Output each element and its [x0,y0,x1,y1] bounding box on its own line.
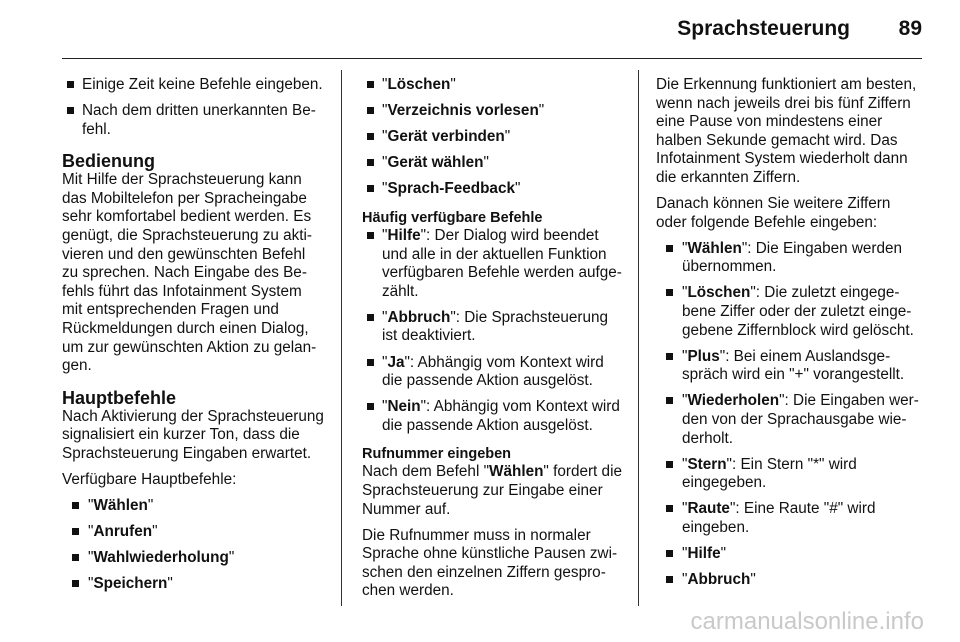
column-1 [62,76,325,602]
list-item: "Wahlwiederholung" [67,549,325,568]
bullet-square [67,107,74,114]
command-list [656,240,920,590]
bullet-square [72,528,79,535]
page-title: Sprachsteuerung [677,17,850,40]
column-2 [362,76,624,609]
list-item: "Hilfe": Der Dialog wird beendet und alle in der aktuellen Funktion verfügbaren Befehle werden aufgezählt. [362,227,624,301]
column-divider [341,70,342,606]
header-rule [62,58,922,59]
paragraph: Danach können Sie weitere Ziffern oder folgende Befehle eingeben: [656,195,891,231]
bullet-square [666,576,673,583]
paragraph: Die Erkennung funktioniert am besten, wenn nach jeweils drei bis fünf Ziffern eine Pause von mindestens einer halben Sekunde gemacht wird. Das Infotainment System wiederholt dann die erkannten Ziffern. [656,76,917,186]
bullet-square [72,580,79,587]
bullet-square [367,359,374,366]
paragraph: Mit Hilfe der Sprachsteuerung kann das Mobiltelefon per Spracheingabe sehr komfortabel bedient werden. Es genügt, die Sprachsteuerung zu aktivieren und den gewünschten Befehl zu sprechen. Nach Eingabe des Befehls führt das Infotainment System mit entsprechenden Fragen und Rückmeldungen durch einen Dialog, um zur gewünschten Aktion zu gelangen. [62,171,317,375]
column-divider [638,70,639,606]
bullet-square [367,314,374,321]
list-item: "Stern": Ein Stern "*" wird eingegeben. [661,456,920,493]
section-heading-bedienung: Bedienung [62,151,155,172]
list-item: "Raute": Eine Raute "#" wird eingeben. [661,500,920,537]
bullet-square [72,554,79,561]
list-item: "Wählen": Die Eingaben werden übernommen. [661,240,920,277]
bullet-square [666,505,673,512]
bullet-square [72,502,79,509]
list-item: "Löschen": Die zuletzt eingegebene Ziffer oder der zuletzt eingegebene Ziffernblock wird gelöscht. [661,284,920,340]
section-heading-hauptbefehle: Hauptbefehle [62,387,177,408]
list-item: Einige Zeit keine Befehle eingeben. [62,76,325,95]
paragraph: Nach dem Befehl "Wählen" fordert die Sprachsteuerung zur Eingabe einer Nummer auf. [362,463,622,518]
bullet-square [367,107,374,114]
list-item: "Abbruch" [661,571,920,590]
list-item: "Abbruch": Die Sprachsteuerung ist deaktiviert. [362,309,624,346]
command-list [62,497,325,594]
list-item: "Wiederholen": Die Eingaben werden von der Sprachausgabe wiederholt. [661,392,920,448]
watermark: carmanualsonline.info [690,608,924,635]
subheading-enter-number: Rufnummer eingeben [362,446,512,463]
column-3 [656,76,920,597]
paragraph: Nach Aktivierung der Sprachsteuerung signalisiert ein kurzer Ton, dass die Sprachsteuerung Eingaben erwartet. [62,407,324,462]
subheading-frequent-commands: Häufig verfügbare Befehle [362,209,543,226]
list-item: Nach dem dritten unerkannten Befehl. [62,102,325,139]
bullet-square [67,81,74,88]
list-item: "Sprach-Feedback" [362,180,624,199]
bullet-square [666,397,673,404]
bullet-square [666,353,673,360]
bullet-square [367,159,374,166]
list-item: "Gerät verbinden" [362,128,624,147]
page-header [62,0,922,62]
list-item: "Wählen" [67,497,325,516]
page-number: 89 [898,17,922,40]
bullet-square [367,81,374,88]
bullet-square [367,185,374,192]
bullet-square [367,133,374,140]
bullet-square [367,232,374,239]
list-item: "Hilfe" [661,545,920,564]
bullet-square [367,403,374,410]
list-item: "Speichern" [67,575,325,594]
bullet-square [666,245,673,252]
paragraph: Die Rufnummer muss in normaler Sprache ohne künstliche Pausen zwischen den einzelnen Ziffern gesprochen werden. [362,526,618,600]
bullet-square [666,550,673,557]
list-item: "Ja": Abhängig vom Kontext wird die passende Aktion ausgelöst. [362,354,624,391]
list-item: "Gerät wählen" [362,154,624,173]
list-item: "Plus": Bei einem Auslandsgespräch wird ein "+" vorangestellt. [661,348,920,385]
paragraph: Verfügbare Hauptbefehle: [62,471,237,489]
list-item: "Anrufen" [67,523,325,542]
list-item: "Löschen" [362,76,624,95]
list-item: "Nein": Abhängig vom Kontext wird die passende Aktion ausgelöst. [362,398,624,435]
list-item: "Verzeichnis vorlesen" [362,102,624,121]
bullet-square [666,289,673,296]
bullet-square [666,461,673,468]
